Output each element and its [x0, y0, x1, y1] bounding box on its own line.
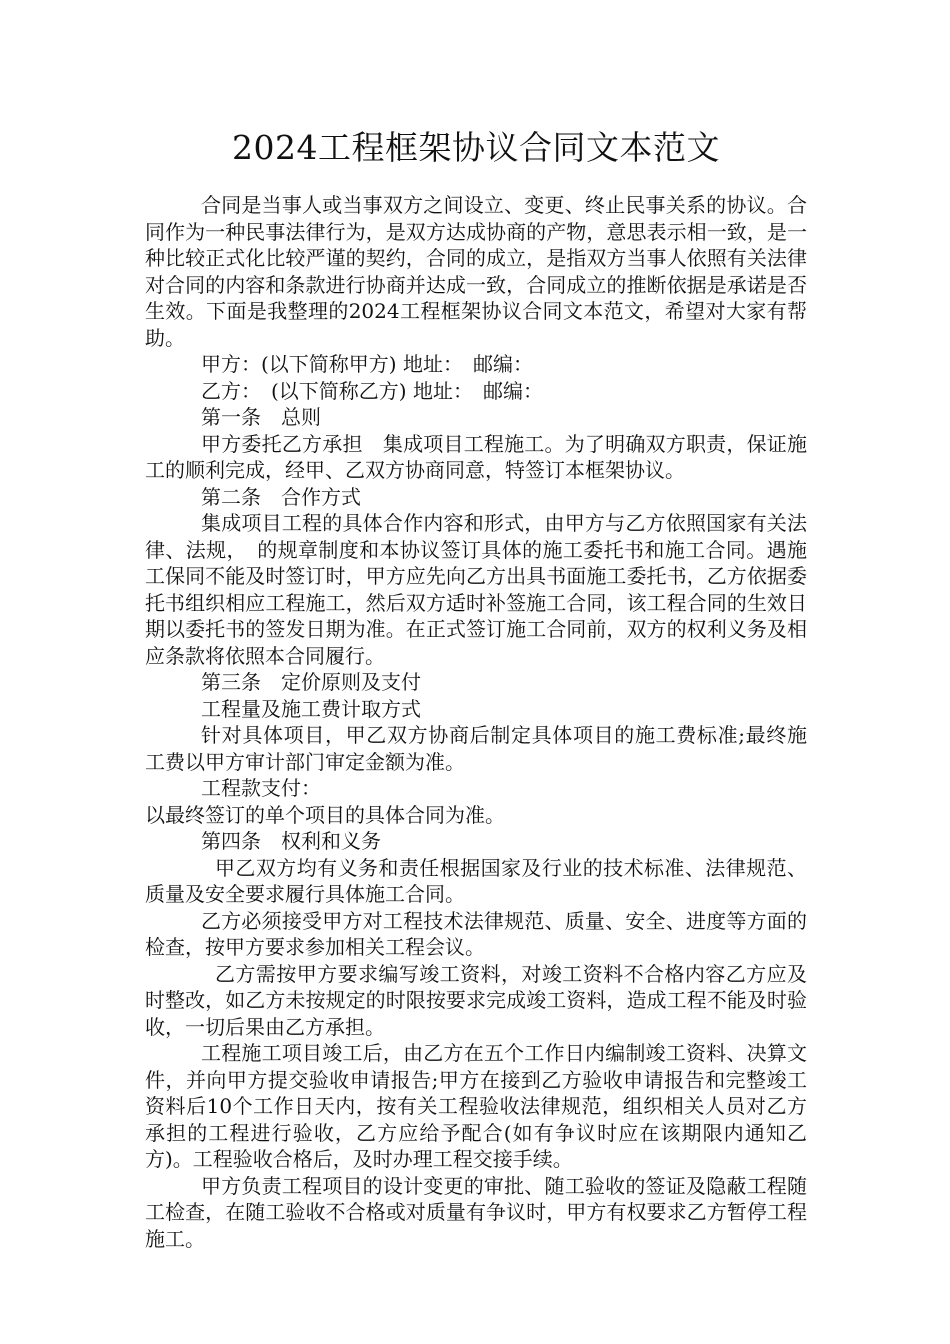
document-title: 2024工程框架协议合同文本范文: [232, 128, 720, 167]
article-4-paragraph-5: 甲方负责工程项目的设计变更的审批、随工验收的签证及隐蔽工程随工检查，在随工验收不合格或对质量有争议时，甲方有权要求乙方暂停工程施工。: [145, 1173, 807, 1251]
article-3-subheading-quantity: 工程量及施工费计取方式: [201, 696, 421, 721]
article-4-paragraph-1: 甲乙双方均有义务和责任根据国家及行业的技术标准、法律规范、质量及安全要求履行具体施工合同。: [145, 855, 807, 906]
article-4-paragraph-3: 乙方需按甲方要求编写竣工资料，对竣工资料不合格内容乙方应及时整改，如乙方未按规定的时限按要求完成竣工资料，造成工程不能及时验收，一切后果由乙方承担。: [145, 961, 807, 1039]
article-4-paragraph-2: 乙方必须接受甲方对工程技术法律规范、质量、安全、进度等方面的检查，按甲方要求参加相关工程会议。: [145, 908, 807, 959]
article-3-paragraph-payment: 以最终签订的单个项目的具体合同为准。: [145, 802, 505, 827]
article-2-paragraph: 集成项目工程的具体合作内容和形式，由甲方与乙方依照国家有关法律、法规， 的规章制度和本协议签订具体的施工委托书和施工合同。遇施工保同不能及时签订时，甲方应先向乙方出具书面施工委托书，乙方依据委托书组织相应工程施工，然后双方适时补签施工合同，该工程合同的生效日期以委托书的签发日期为准。在正式签订施工合同前，双方的权利义务及相应条款将依照本合同履行。: [145, 511, 807, 668]
article-1-paragraph: 甲方委托乙方承担 集成项目工程施工。为了明确双方职责，保证施工的顺利完成，经甲、乙双方协商同意，特签订本框架协议。: [145, 431, 807, 482]
party-a-line: 甲方：(以下简称甲方) 地址： 邮编：: [201, 352, 533, 376]
document-page: [145, 124, 807, 1252]
intro-paragraph: 合同是当事人或当事双方之间设立、变更、终止民事关系的协议。合同作为一种民事法律行为，是双方达成协商的产物，意思表示相一致，是一种比较正式化比较严谨的契约，合同的成立，是指双方当事人依照有关法律对合同的内容和条款进行协商并达成一致，合同成立的推断依据是承诺是否生效。下面是我整理的2024工程框架协议合同文本范文，希望对大家有帮助。: [145, 193, 807, 350]
article-4-paragraph-4: 工程施工项目竣工后，由乙方在五个工作日内编制竣工资料、决算文件，并向甲方提交验收申请报告;甲方在接到乙方验收申请报告和完整竣工资料后10个工作日天内，按有关工程验收法律规范，组织相关人员对乙方承担的工程进行验收，乙方应给予配合(如有争议时应在该期限内通知乙方)。工程验收合格后，及时办理工程交接手续。: [145, 1041, 807, 1171]
article-4-heading: 第四条 权利和义务: [201, 829, 381, 853]
party-b-line: 乙方： (以下简称乙方) 地址： 邮编：: [201, 378, 543, 403]
article-1-heading: 第一条 总则: [201, 405, 321, 429]
article-3-subheading-payment: 工程款支付：: [201, 776, 321, 800]
document-body: [145, 192, 807, 1252]
article-3-paragraph-pricing: 针对具体项目，甲乙双方协商后制定具体项目的施工费标准;最终施工费以甲方审计部门审定金额为准。: [145, 723, 807, 774]
article-2-heading: 第二条 合作方式: [201, 484, 361, 509]
article-3-heading: 第三条 定价原则及支付: [201, 670, 421, 694]
